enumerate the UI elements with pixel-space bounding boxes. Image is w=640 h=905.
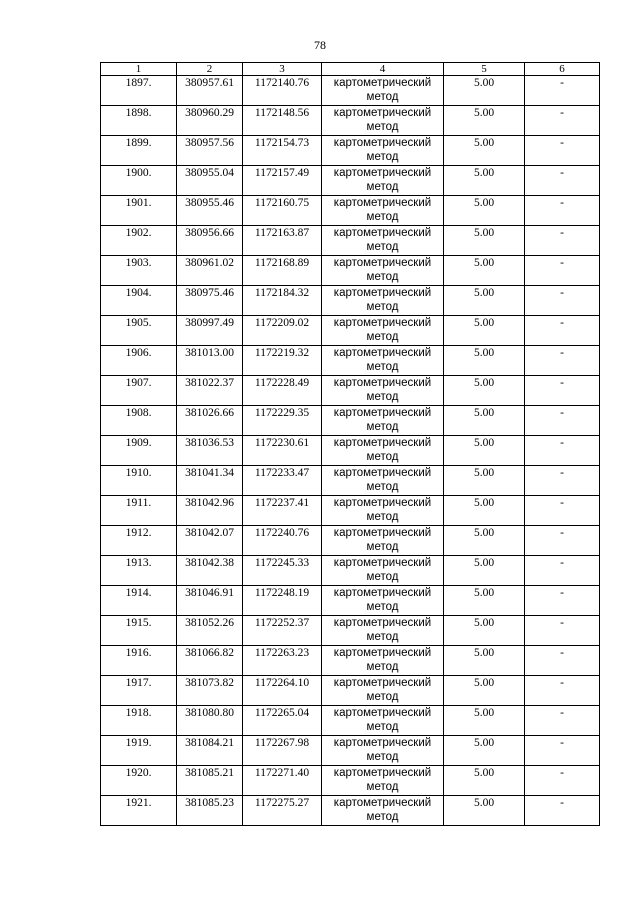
column-6-cell: - <box>525 616 600 646</box>
method-line-1: картометрический <box>333 797 432 809</box>
point-number-cell: 1898. <box>101 106 177 136</box>
method-line-1: картометрический <box>333 677 432 689</box>
accuracy-cell: 5.00 <box>444 796 525 826</box>
accuracy-cell: 5.00 <box>444 256 525 286</box>
y-coordinate-cell: 1172233.47 <box>243 466 322 496</box>
point-number-cell: 1918. <box>101 706 177 736</box>
method-line-2: метод <box>366 751 399 763</box>
method-cell <box>322 346 444 376</box>
table-row <box>101 766 600 796</box>
accuracy-cell: 5.00 <box>444 526 525 556</box>
y-coordinate-cell: 1172163.87 <box>243 226 322 256</box>
method-cell <box>322 526 444 556</box>
table-row <box>101 736 600 766</box>
method-line-1: картометрический <box>333 257 432 269</box>
y-coordinate-cell: 1172267.98 <box>243 736 322 766</box>
column-6-cell: - <box>525 76 600 106</box>
x-coordinate-cell: 381084.21 <box>177 736 243 766</box>
table-row <box>101 226 600 256</box>
table-row <box>101 376 600 406</box>
point-number-cell: 1910. <box>101 466 177 496</box>
y-coordinate-cell: 1172248.19 <box>243 586 322 616</box>
y-coordinate-cell: 1172229.35 <box>243 406 322 436</box>
accuracy-cell: 5.00 <box>444 646 525 676</box>
accuracy-cell: 5.00 <box>444 406 525 436</box>
table-row <box>101 76 600 106</box>
method-line-2: метод <box>366 91 399 103</box>
point-number-cell: 1906. <box>101 346 177 376</box>
x-coordinate-cell: 380957.56 <box>177 136 243 166</box>
method-line-1: картометрический <box>333 737 432 749</box>
method-cell <box>322 736 444 766</box>
method-line-1: картометрический <box>333 197 432 209</box>
header-col-1: 1 <box>101 63 177 76</box>
y-coordinate-cell: 1172140.76 <box>243 76 322 106</box>
accuracy-cell: 5.00 <box>444 466 525 496</box>
method-line-2: метод <box>366 301 399 313</box>
column-6-cell: - <box>525 406 600 436</box>
y-coordinate-cell: 1172240.76 <box>243 526 322 556</box>
method-cell <box>322 76 444 106</box>
column-6-cell: - <box>525 436 600 466</box>
method-line-1: картометрический <box>333 287 432 299</box>
point-number-cell: 1912. <box>101 526 177 556</box>
method-cell <box>322 136 444 166</box>
x-coordinate-cell: 381085.23 <box>177 796 243 826</box>
header-col-3: 3 <box>243 63 322 76</box>
column-6-cell: - <box>525 706 600 736</box>
method-cell <box>322 586 444 616</box>
table-body <box>101 76 600 826</box>
point-number-cell: 1921. <box>101 796 177 826</box>
column-6-cell: - <box>525 106 600 136</box>
method-cell <box>322 646 444 676</box>
accuracy-cell: 5.00 <box>444 166 525 196</box>
coordinates-table <box>100 62 600 826</box>
x-coordinate-cell: 381036.53 <box>177 436 243 466</box>
method-cell <box>322 766 444 796</box>
table-row <box>101 436 600 466</box>
x-coordinate-cell: 381066.82 <box>177 646 243 676</box>
accuracy-cell: 5.00 <box>444 346 525 376</box>
x-coordinate-cell: 381042.07 <box>177 526 243 556</box>
column-6-cell: - <box>525 286 600 316</box>
x-coordinate-cell: 381022.37 <box>177 376 243 406</box>
point-number-cell: 1920. <box>101 766 177 796</box>
x-coordinate-cell: 381042.38 <box>177 556 243 586</box>
method-line-1: картометрический <box>333 107 432 119</box>
point-number-cell: 1908. <box>101 406 177 436</box>
method-line-1: картометрический <box>333 587 432 599</box>
column-6-cell: - <box>525 736 600 766</box>
header-col-6: 6 <box>525 63 600 76</box>
accuracy-cell: 5.00 <box>444 376 525 406</box>
method-line-2: метод <box>366 181 399 193</box>
page-number: 78 <box>314 38 326 52</box>
column-6-cell: - <box>525 346 600 376</box>
x-coordinate-cell: 380955.46 <box>177 196 243 226</box>
method-line-1: картометрический <box>333 497 432 509</box>
x-coordinate-cell: 381042.96 <box>177 496 243 526</box>
column-6-cell: - <box>525 646 600 676</box>
accuracy-cell: 5.00 <box>444 706 525 736</box>
header-col-5: 5 <box>444 63 525 76</box>
accuracy-cell: 5.00 <box>444 106 525 136</box>
y-coordinate-cell: 1172168.89 <box>243 256 322 286</box>
point-number-cell: 1897. <box>101 76 177 106</box>
table-row <box>101 196 600 226</box>
table-row <box>101 166 600 196</box>
accuracy-cell: 5.00 <box>444 226 525 256</box>
method-line-2: метод <box>366 691 399 703</box>
method-cell <box>322 256 444 286</box>
y-coordinate-cell: 1172265.04 <box>243 706 322 736</box>
method-line-2: метод <box>366 541 399 553</box>
y-coordinate-cell: 1172271.40 <box>243 766 322 796</box>
table-row <box>101 496 600 526</box>
x-coordinate-cell: 380957.61 <box>177 76 243 106</box>
x-coordinate-cell: 380975.46 <box>177 286 243 316</box>
table-row <box>101 586 600 616</box>
column-6-cell: - <box>525 226 600 256</box>
method-line-2: метод <box>366 421 399 433</box>
method-cell <box>322 286 444 316</box>
header-col-2: 2 <box>177 63 243 76</box>
y-coordinate-cell: 1172160.75 <box>243 196 322 226</box>
column-6-cell: - <box>525 556 600 586</box>
x-coordinate-cell: 381046.91 <box>177 586 243 616</box>
x-coordinate-cell: 380955.04 <box>177 166 243 196</box>
method-line-1: картометрический <box>333 407 432 419</box>
method-cell <box>322 376 444 406</box>
column-6-cell: - <box>525 496 600 526</box>
point-number-cell: 1902. <box>101 226 177 256</box>
point-number-cell: 1901. <box>101 196 177 226</box>
method-cell <box>322 556 444 586</box>
point-number-cell: 1914. <box>101 586 177 616</box>
table-row <box>101 556 600 586</box>
method-line-1: картометрический <box>333 437 432 449</box>
method-line-1: картометрический <box>333 527 432 539</box>
x-coordinate-cell: 380997.49 <box>177 316 243 346</box>
accuracy-cell: 5.00 <box>444 766 525 796</box>
y-coordinate-cell: 1172228.49 <box>243 376 322 406</box>
table-row <box>101 286 600 316</box>
table-row <box>101 106 600 136</box>
accuracy-cell: 5.00 <box>444 136 525 166</box>
point-number-cell: 1907. <box>101 376 177 406</box>
accuracy-cell: 5.00 <box>444 286 525 316</box>
method-line-2: метод <box>366 151 399 163</box>
method-line-1: картометрический <box>333 137 432 149</box>
method-line-2: метод <box>366 481 399 493</box>
x-coordinate-cell: 381073.82 <box>177 676 243 706</box>
x-coordinate-cell: 381052.26 <box>177 616 243 646</box>
method-line-2: метод <box>366 811 399 823</box>
method-line-1: картометрический <box>333 347 432 359</box>
method-cell <box>322 436 444 466</box>
column-6-cell: - <box>525 526 600 556</box>
y-coordinate-cell: 1172263.23 <box>243 646 322 676</box>
column-6-cell: - <box>525 796 600 826</box>
y-coordinate-cell: 1172219.32 <box>243 346 322 376</box>
x-coordinate-cell: 381080.80 <box>177 706 243 736</box>
method-line-1: картометрический <box>333 167 432 179</box>
table-row <box>101 796 600 826</box>
method-cell <box>322 616 444 646</box>
point-number-cell: 1913. <box>101 556 177 586</box>
column-6-cell: - <box>525 466 600 496</box>
method-cell <box>322 796 444 826</box>
method-line-2: метод <box>366 631 399 643</box>
accuracy-cell: 5.00 <box>444 436 525 466</box>
method-cell <box>322 676 444 706</box>
y-coordinate-cell: 1172230.61 <box>243 436 322 466</box>
point-number-cell: 1905. <box>101 316 177 346</box>
method-cell <box>322 496 444 526</box>
accuracy-cell: 5.00 <box>444 586 525 616</box>
method-line-2: метод <box>366 121 399 133</box>
method-line-2: метод <box>366 721 399 733</box>
method-line-2: метод <box>366 451 399 463</box>
method-line-1: картометрический <box>333 377 432 389</box>
accuracy-cell: 5.00 <box>444 676 525 706</box>
method-line-2: метод <box>366 241 399 253</box>
method-line-1: картометрический <box>333 647 432 659</box>
column-6-cell: - <box>525 316 600 346</box>
method-line-1: картометрический <box>333 467 432 479</box>
table-row <box>101 706 600 736</box>
x-coordinate-cell: 381041.34 <box>177 466 243 496</box>
table-row <box>101 136 600 166</box>
column-6-cell: - <box>525 136 600 166</box>
x-coordinate-cell: 381026.66 <box>177 406 243 436</box>
method-line-2: метод <box>366 331 399 343</box>
method-line-1: картометрический <box>333 557 432 569</box>
point-number-cell: 1909. <box>101 436 177 466</box>
column-6-cell: - <box>525 376 600 406</box>
y-coordinate-cell: 1172209.02 <box>243 316 322 346</box>
y-coordinate-cell: 1172184.32 <box>243 286 322 316</box>
method-line-1: картометрический <box>333 617 432 629</box>
point-number-cell: 1904. <box>101 286 177 316</box>
y-coordinate-cell: 1172252.37 <box>243 616 322 646</box>
method-cell <box>322 316 444 346</box>
column-6-cell: - <box>525 166 600 196</box>
point-number-cell: 1900. <box>101 166 177 196</box>
method-line-2: метод <box>366 511 399 523</box>
point-number-cell: 1903. <box>101 256 177 286</box>
accuracy-cell: 5.00 <box>444 196 525 226</box>
method-line-2: метод <box>366 361 399 373</box>
header-col-4: 4 <box>322 63 444 76</box>
table-row <box>101 466 600 496</box>
method-cell <box>322 106 444 136</box>
accuracy-cell: 5.00 <box>444 616 525 646</box>
column-6-cell: - <box>525 256 600 286</box>
y-coordinate-cell: 1172275.27 <box>243 796 322 826</box>
point-number-cell: 1919. <box>101 736 177 766</box>
column-6-cell: - <box>525 586 600 616</box>
point-number-cell: 1899. <box>101 136 177 166</box>
x-coordinate-cell: 380961.02 <box>177 256 243 286</box>
y-coordinate-cell: 1172154.73 <box>243 136 322 166</box>
point-number-cell: 1911. <box>101 496 177 526</box>
method-line-1: картометрический <box>333 77 432 89</box>
method-line-2: метод <box>366 571 399 583</box>
method-line-1: картометрический <box>333 707 432 719</box>
y-coordinate-cell: 1172245.33 <box>243 556 322 586</box>
column-6-cell: - <box>525 766 600 796</box>
method-line-2: метод <box>366 391 399 403</box>
accuracy-cell: 5.00 <box>444 496 525 526</box>
method-cell <box>322 706 444 736</box>
table-row <box>101 406 600 436</box>
x-coordinate-cell: 381013.00 <box>177 346 243 376</box>
method-line-2: метод <box>366 661 399 673</box>
point-number-cell: 1916. <box>101 646 177 676</box>
accuracy-cell: 5.00 <box>444 556 525 586</box>
y-coordinate-cell: 1172157.49 <box>243 166 322 196</box>
method-line-1: картометрический <box>333 767 432 779</box>
method-line-2: метод <box>366 781 399 793</box>
y-coordinate-cell: 1172148.56 <box>243 106 322 136</box>
point-number-cell: 1915. <box>101 616 177 646</box>
table-row <box>101 316 600 346</box>
table-row <box>101 526 600 556</box>
method-line-1: картометрический <box>333 227 432 239</box>
y-coordinate-cell: 1172237.41 <box>243 496 322 526</box>
method-line-2: метод <box>366 601 399 613</box>
header-row <box>101 63 600 76</box>
table-row <box>101 346 600 376</box>
x-coordinate-cell: 381085.21 <box>177 766 243 796</box>
table-row <box>101 646 600 676</box>
method-cell <box>322 466 444 496</box>
accuracy-cell: 5.00 <box>444 736 525 766</box>
column-6-cell: - <box>525 676 600 706</box>
method-line-2: метод <box>366 271 399 283</box>
column-6-cell: - <box>525 196 600 226</box>
table-row <box>101 256 600 286</box>
method-cell <box>322 196 444 226</box>
table-row <box>101 616 600 646</box>
accuracy-cell: 5.00 <box>444 316 525 346</box>
method-cell <box>322 406 444 436</box>
accuracy-cell: 5.00 <box>444 76 525 106</box>
method-line-2: метод <box>366 211 399 223</box>
point-number-cell: 1917. <box>101 676 177 706</box>
x-coordinate-cell: 380960.29 <box>177 106 243 136</box>
method-cell <box>322 226 444 256</box>
method-cell <box>322 166 444 196</box>
y-coordinate-cell: 1172264.10 <box>243 676 322 706</box>
table-row <box>101 676 600 706</box>
x-coordinate-cell: 380956.66 <box>177 226 243 256</box>
method-line-1: картометрический <box>333 317 432 329</box>
